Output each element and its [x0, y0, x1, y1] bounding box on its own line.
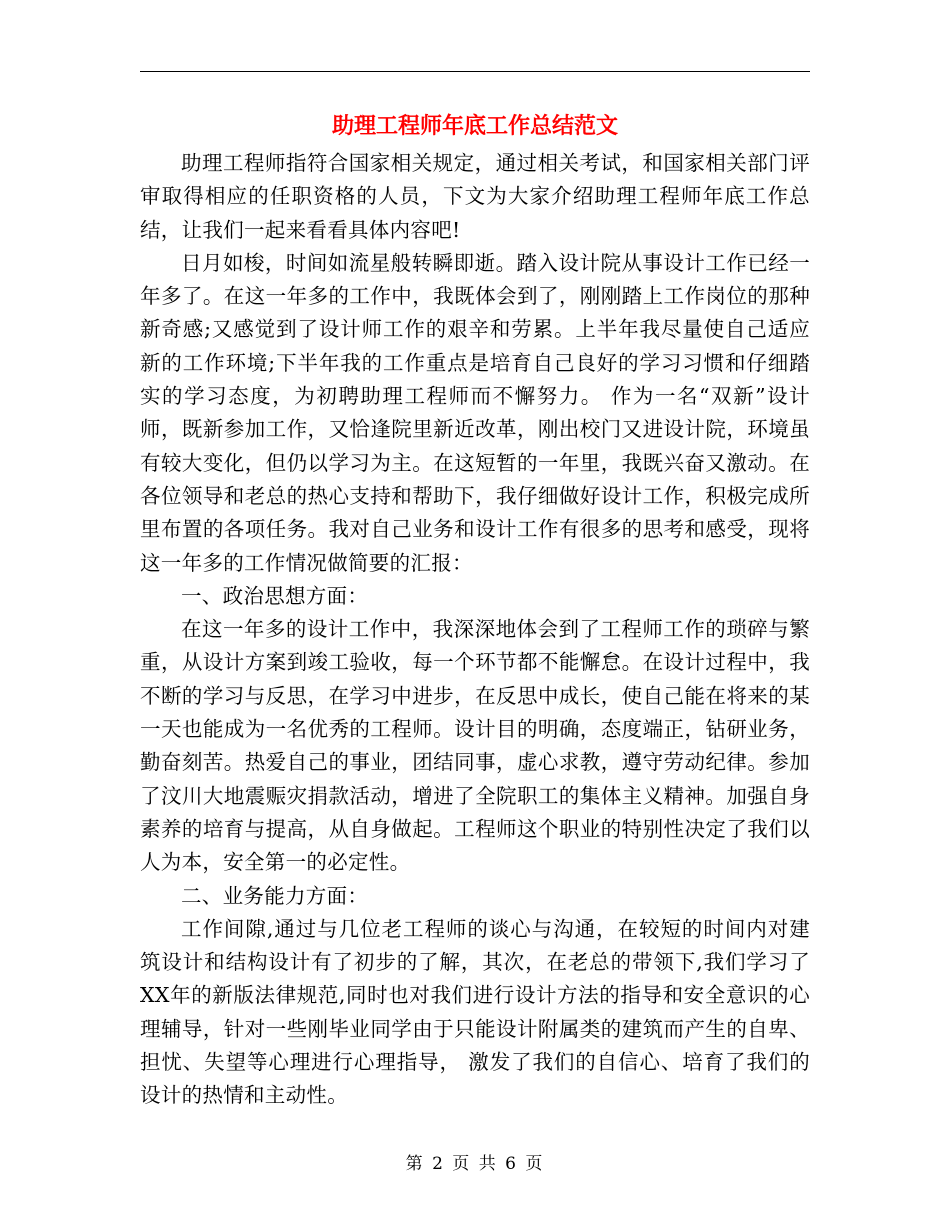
section-heading-political: 一、政治思想方面：	[181, 583, 369, 608]
document-body	[140, 147, 810, 1113]
section-heading-business: 二、业务能力方面：	[181, 883, 369, 908]
document-title: 助理工程师年底工作总结范文	[331, 113, 618, 139]
paragraph-business: 工作间隙,通过与几位老工程师的谈心与沟通，在较短的时间内对建筑设计和结构设计有了初步的了解，其次，在老总的带领下,我们学习了XX年的新版法律规范,同时也对我们进行设计方法的指导和安全意识的心理辅导，针对一些刚毕业同学由于只能设计附属类的建筑而产生的自卑、担忧、失望等心理进行心理指导， 激发了我们的自信心、培育了我们的设计的热情和主动性。	[140, 916, 810, 1108]
paragraph-political: 在这一年多的设计工作中，我深深地体会到了工程师工作的琐碎与繁重，从设计方案到竣工验收，每一个环节都不能懈怠。在设计过程中，我不断的学习与反思，在学习中进步，在反思中成长，使自己能在将来的某一天也能成为一名优秀的工程师。设计目的明确，态度端正，钻研业务，勤奋刻苦。热爱自己的事业，团结同事，虚心求教，遵守劳动纪律。参加了汶川大地震赈灾捐款活动，增进了全院职工的集体主义精神。加强自身素养的培育与提高，从自身做起。工程师这个职业的特别性决定了我们以人为本，安全第一的必定性。	[140, 617, 810, 875]
page-number-footer: 第 2 页 共 6 页	[405, 1154, 545, 1174]
paragraph-intro: 助理工程师指符合国家相关规定，通过相关考试，和国家相关部门评审取得相应的任职资格的人员，下文为大家介绍助理工程师年底工作总结，让我们一起来看看具体内容吧!	[140, 151, 810, 242]
header-rule	[140, 71, 810, 72]
paragraph-overview: 日月如梭，时间如流星般转瞬即逝。踏入设计院从事设计工作已经一年多了。在这一年多的工作中，我既体会到了，刚刚踏上工作岗位的那种新奇感;又感觉到了设计师工作的艰辛和劳累。上半年我尽量使自己适应新的工作环境;下半年我的工作重点是培育自己良好的学习习惯和仔细踏实的学习态度，为初聘助理工程师而不懈努力。 作为一名“双新”设计师，既新参加工作，又恰逢院里新近改革，刚出校门又进设计院，环境虽有较大变化，但仍以学习为主。在这短暂的一年里，我既兴奋又激动。在各位领导和老总的热心支持和帮助下，我仔细做好设计工作，积极完成所里布置的各项任务。我对自己业务和设计工作有很多的思考和感受，现将这一年多的工作情况做简要的汇报：	[140, 250, 810, 575]
